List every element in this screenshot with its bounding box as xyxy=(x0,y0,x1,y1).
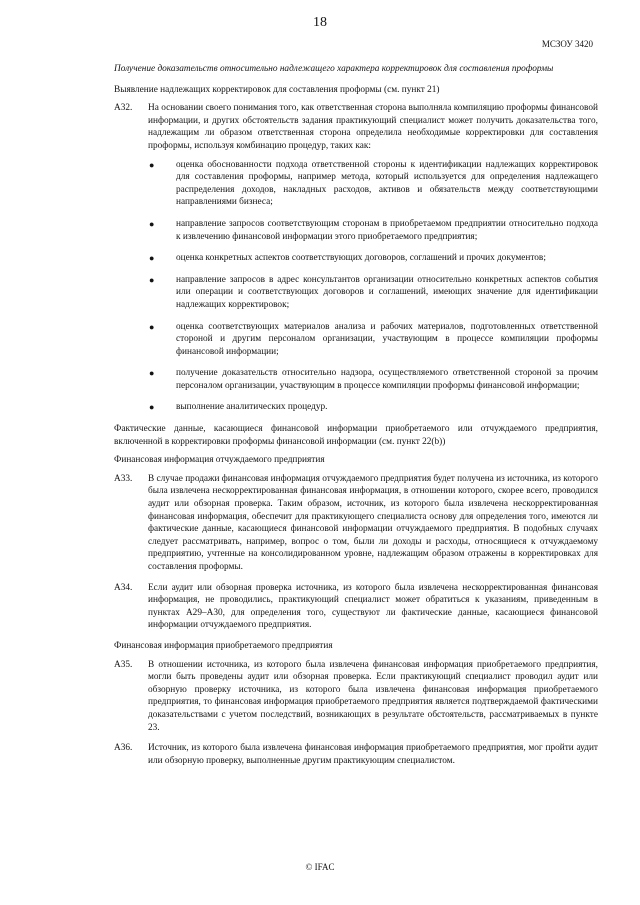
bullet-icon: ● xyxy=(149,253,155,264)
bullet-icon: ● xyxy=(149,218,155,229)
document-body xyxy=(114,63,598,775)
paragraph-text: В случае продажи финансовая информация отчуждаемого предприятия будет получена из источника, из которого была извлечена нескорректированная финансовая информация, в отношении которого, скорее всего, проводился аудит или обзорная проверка. Таким образом, источник, из которого была извлечена нескорректированная финансовая информация, обеспечит для практикующего специалиста основу для определения того, имеются ли фактические данные, касающиеся финансовой информации отчуждаемого предприятия. В подобных случаях следует рассматривать, например, вопрос о том, были ли доходы и расходы, относящиеся к отчуждаемому предприятию, учтенные на консолидированном уровне, надлежащим образом отражены в корректировках для составления проформы. xyxy=(148,473,598,572)
list-item: ● оценка конкретных аспектов соответствующих договоров, соглашений и прочих документов; xyxy=(149,253,546,264)
bullet-icon: ● xyxy=(149,274,155,285)
bullet-icon: ● xyxy=(149,402,155,413)
list-item: ● направление запросов соответствующим сторонам в приобретаемом предприятии относительно подхода к извлечению финансовой информации этого приобретаемого предприятия; xyxy=(149,218,598,242)
paragraph-number: A35. xyxy=(114,659,133,670)
paragraph-text: На основании своего понимания того, как ответственная сторона выполняла компиляцию проформы финансовой информации, и других обстоятельств задания практикующий специалист может получить доказательства того, надлежащим ли образом ответственная сторона определила необходимые корректировки для составления проформы, используя комбинацию процедур, таких как: xyxy=(148,103,598,151)
list-item: ● выполнение аналитических процедур. xyxy=(149,402,328,413)
bullet-icon: ● xyxy=(149,321,155,332)
paragraph-a34 xyxy=(114,582,598,632)
list-item: ● направление запросов в адрес консультантов организации относительно конкретных аспектов события или операции и соответствующих договоров и соглашений, имеющих значение для идентификации надлежащих корректировок; xyxy=(149,274,598,310)
paragraph-a33 xyxy=(114,473,598,574)
paragraph-a32 xyxy=(114,102,598,414)
page-number: 18 xyxy=(313,15,327,30)
paragraph-number: A32. xyxy=(114,103,133,114)
list-item: ● оценка обоснованности подхода ответственной стороны к идентификации надлежащих корректировок для составления проформы, например метода, который используется для определения надлежащего распределения доходов, накладных расходов, активов и обязательств между соответствующими направлениями бизнеса; xyxy=(149,159,598,208)
footer-copyright: © IFAC xyxy=(305,862,335,872)
standard-code: МСЗОУ 3420 xyxy=(541,39,593,49)
document-subtitle: Получение доказательств относительно надлежащего характера корректировок для составления проформы xyxy=(114,64,554,74)
paragraph-text: Если аудит или обзорная проверка источника, из которого была извлечена нескорректированная финансовая информация, не проводились, практикующий специалист может обратиться к указаниям, приведенным в пунктах A29–A30, для определения того, существуют ли фактические данные, касающиеся финансовой информации отчуждаемого предприятия. xyxy=(148,582,598,631)
section-heading-adjustments: Выявление надлежащих корректировок для составления проформы (см. пункт 21) xyxy=(114,84,440,95)
procedure-list xyxy=(148,159,598,415)
paragraph-a36 xyxy=(114,742,598,767)
paragraph-number: A34. xyxy=(114,582,133,593)
list-item: ● получение доказательств относительно надзора, осуществляемого ответственной стороной за прочим персоналом организации, участвующим в процессе компиляции проформы финансовой информации; xyxy=(149,368,598,391)
paragraph-text: Источник, из которого была извлечена финансовая информация приобретаемого предприятия, мог пройти аудит или обзорную проверку, выполненные другим практикующим специалистом. xyxy=(148,743,598,766)
section-heading-factual-data: Фактические данные, касающиеся финансовой информации приобретаемого или отчуждаемого предприятия, включенной в корректировки проформы финансовой информации (см. пункт 22(b)) xyxy=(114,424,598,447)
paragraph-number: A33. xyxy=(114,473,133,484)
bullet-icon: ● xyxy=(149,159,155,170)
paragraph-number: A36. xyxy=(114,743,133,754)
paragraph-a35 xyxy=(114,659,598,735)
paragraph-text: В отношении источника, из которого была извлечена финансовая информация приобретаемого предприятия, могли быть проведены аудит или обзорная проверка. Если практикующий специалист проводил аудит или обзорную проверку источника, из которого была извлечена финансовая информация приобретаемого предприятия, то финансовая информация приобретаемого предприятия является подтверждаемой фактическими доказательствами с учетом последствий, возникающих в результате обстоятельств, рассматриваемых в пункте 23. xyxy=(148,659,598,733)
section-heading-divested-entity: Финансовая информация отчуждаемого предприятия xyxy=(114,455,325,466)
list-item: ● оценка соответствующих материалов анализа и рабочих материалов, подготовленных ответственной стороной и другим персоналом организации, участвующим в процессе компиляции проформы финансовой информации; xyxy=(149,321,598,357)
section-heading-acquired-entity: Финансовая информация приобретаемого предприятия xyxy=(114,640,333,651)
bullet-icon: ● xyxy=(149,368,155,379)
